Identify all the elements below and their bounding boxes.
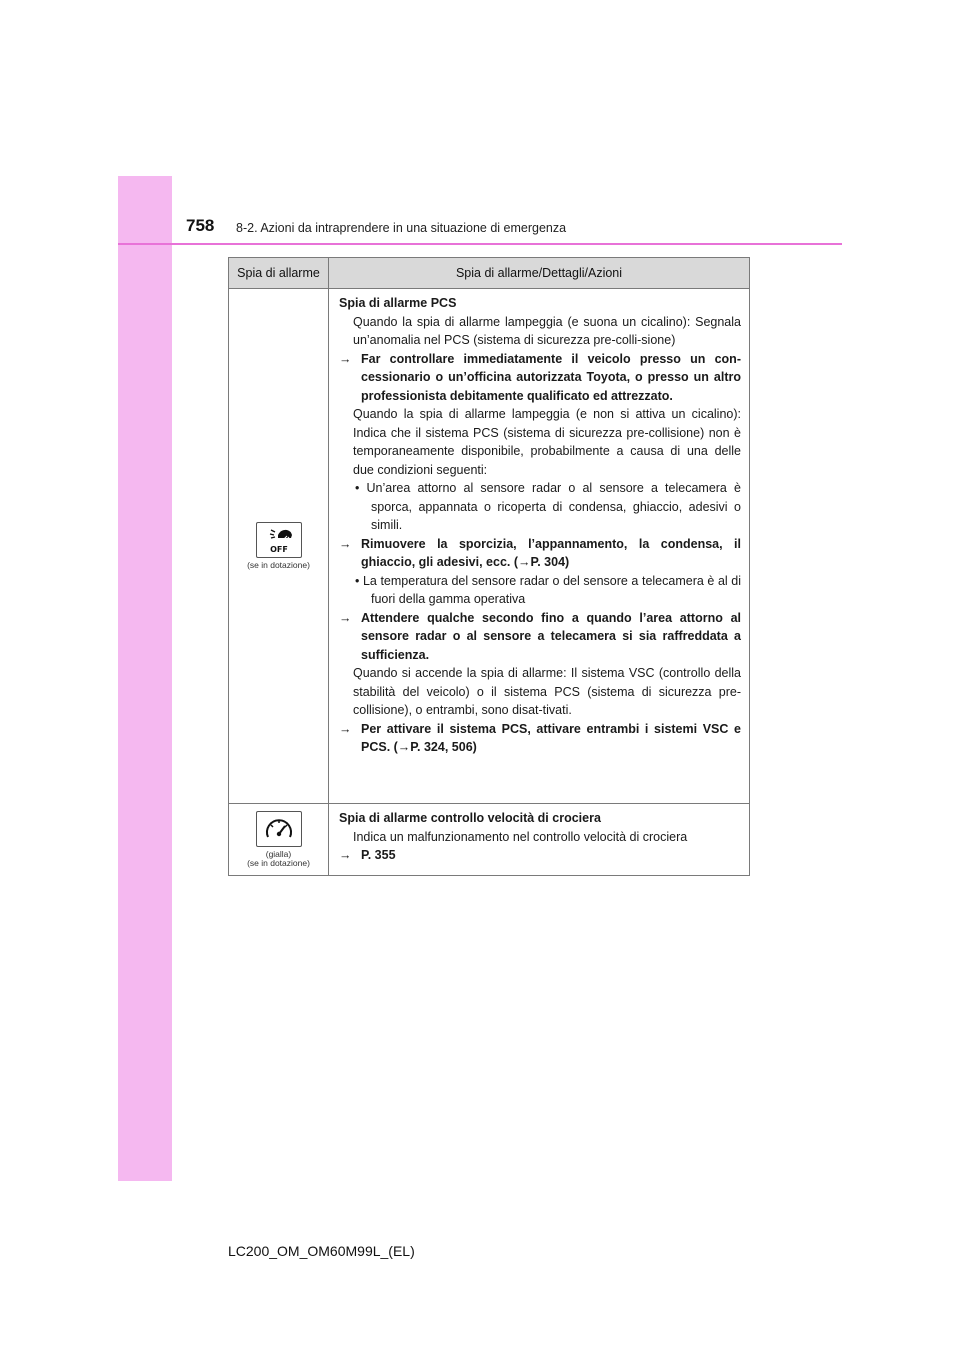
table-row <box>229 289 750 804</box>
action-line: → Rimuovere la sporcizia, l’appannamento, la condensa, il ghiaccio, gli adesivi, ecc. (→P. 304) <box>339 536 741 569</box>
arrow-icon: → <box>339 721 352 736</box>
pcs-off-warning-icon <box>256 522 302 558</box>
action-line: → Attendere qualche secondo fino a quando l’area attorno al sensore radar o al sensore a telecamera si sia raffreddata a sufficienza. <box>339 610 741 662</box>
action-line: → P. 355 <box>339 846 741 865</box>
action-line: → Per attivare il sistema PCS, attivare entrambi i sistemi VSC e PCS. (→P. 324, 506) <box>339 721 741 754</box>
description-text: Indica un malfunzionamento nel controllo velocità di crociera <box>353 829 688 844</box>
icon-caption: (gialla) <box>265 849 292 859</box>
table-row <box>229 804 750 876</box>
description-text: Quando la spia di allarme lampeggia (e non si attiva un cicalino): Indica che il sistema PCS (sistema di sicurezza pre-collisione) non è temporaneamente disponibile, probabilmente a causa di una delle due condizioni seguenti: <box>353 407 741 477</box>
details-cell <box>329 804 750 876</box>
action-line: → Far controllare immediatamente il veicolo presso un con-cessionario o un’officina autorizzata Toyota, o presso un altro professionista debitamente qualificato ed attrezzato. <box>339 351 741 403</box>
entry-title: Spia di allarme controllo velocità di crociera <box>339 811 601 825</box>
arrow-icon: → <box>339 848 352 862</box>
page-number: 758 <box>186 216 215 235</box>
column-header-warning-light: Spia di allarme <box>229 258 329 289</box>
details-cell <box>329 289 750 804</box>
bullet-item: • Un’area attorno al sensore radar o al sensore a telecamera è sporca, appannata o ricoperta di condensa, ghiaccio, adesivi o simili. <box>355 481 741 532</box>
description-text: Quando la spia di allarme lampeggia (e suona un cicalino): Segnala un’anomalia nel PCS (sistema di sicurezza pre-colli-sione) <box>353 314 741 347</box>
section-title: 8-2. Azioni da intraprendere in una situazione di emergenza <box>236 221 567 235</box>
warning-lights-table <box>228 257 750 876</box>
description-text: Quando si accende la spia di allarme: Il sistema VSC (controllo della stabilità del veicolo) o il sistema PCS (sistema di sicurezza pre-collisione), o entrambi, sono disat-tivati. <box>353 666 741 717</box>
chapter-side-band <box>118 176 172 1181</box>
bullet-item: • La temperatura del sensore radar o del sensore a telecamera è al di fuori della gamma operativa <box>355 573 741 606</box>
icon-caption: (se in dotazione) <box>247 858 310 868</box>
icon-cell <box>229 804 329 876</box>
column-header-details: Spia di allarme/Dettagli/Azioni <box>329 258 750 289</box>
table-header-row <box>229 258 750 289</box>
arrow-icon: → <box>339 351 352 366</box>
bullet-icon: • <box>355 481 367 495</box>
cruise-control-warning-icon <box>256 811 302 847</box>
pcs-off-label: OFF <box>269 545 288 554</box>
entry-title: Spia di allarme PCS <box>339 296 457 310</box>
bullet-icon: • <box>355 573 363 588</box>
icon-cell <box>229 289 329 804</box>
icon-caption: (se in dotazione) <box>247 560 310 570</box>
arrow-icon: → <box>339 610 352 625</box>
header-divider <box>118 243 842 245</box>
document-code: LC200_OM_OM60M99L_(EL) <box>228 1243 415 1259</box>
arrow-icon: → <box>339 536 352 551</box>
